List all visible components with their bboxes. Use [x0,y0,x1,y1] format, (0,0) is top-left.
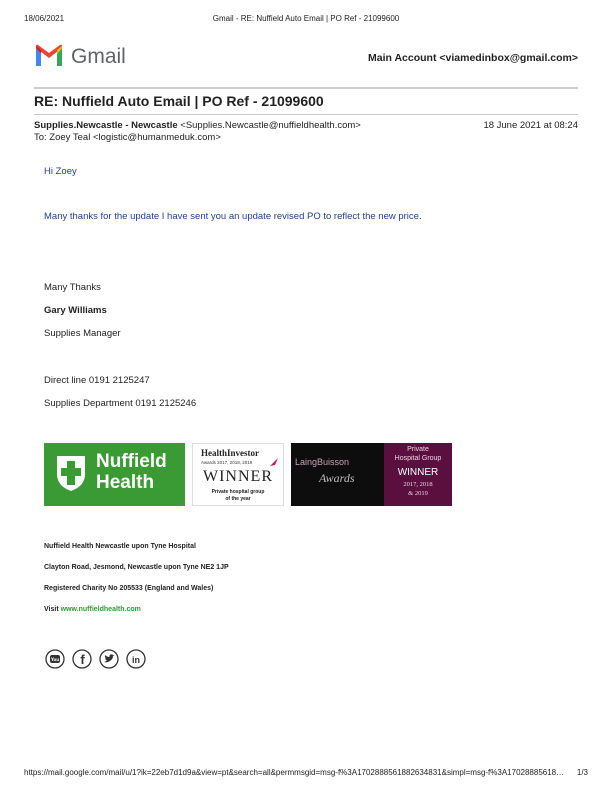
laingbuisson-award-banner [291,443,384,506]
signoff: Many Thanks [44,282,101,293]
nuffield-health-banner [44,443,185,506]
healthinvestor-caption1: Private hospital group [211,489,265,495]
signature-visit [44,606,141,613]
subject-divider [34,114,578,115]
youtube-label: You [50,657,60,662]
website-link[interactable]: www.nuffieldhealth.com [60,606,141,613]
signature-org: Nuffield Health Newcastle upon Tyne Hospital [44,543,196,550]
gmail-m-icon [34,44,64,68]
award-line2: Hospital Group [394,455,442,462]
recipient-line: To: Zoey Teal <logistic@humanmeduk.com> [34,132,221,143]
laingbuisson-brand: LaingBuisson [295,457,350,467]
greeting: Hi Zoey [44,166,77,177]
department-line: Supplies Department 0191 2125246 [44,398,197,409]
award-years1: 2017, 2018 [403,481,433,488]
linkedin-label: in [132,655,140,665]
account-label: Main Account <viamedinbox@gmail.com> [368,52,578,64]
healthinvestor-awards: Awards 2017, 2018, 2019 [201,460,253,465]
email-date: 18 June 2021 at 08:24 [483,120,578,131]
award-ribbon-icon [269,457,279,467]
healthinvestor-title: HealthInvestor [201,448,259,458]
print-url: https://mail.google.com/mail/u/1?ik=22eb7d1d9a&view=pt&search=all&permmsgid=msg-f%3A1702888561882634831&simpl=msg-f%3A17028885618… [24,768,565,777]
sender-signature-name: Gary Williams [44,305,107,316]
facebook-label: f [80,652,85,667]
sender-title: Supplies Manager [44,328,121,339]
print-date: 18/06/2021 [24,14,65,23]
visit-label: Visit [44,606,59,613]
award-winner: WINNER [397,467,439,478]
nuffield-wordmark-line1: Nuffield [96,451,167,472]
gmail-wordmark: Gmail [71,45,126,68]
linkedin-icon[interactable] [126,649,146,669]
page-number: 1/3 [576,768,588,777]
healthinvestor-award-banner [192,443,284,506]
shield-cross-icon [56,454,86,492]
healthinvestor-caption2: of the year [225,496,251,502]
laingbuisson-awards: Awards [319,471,355,485]
award-years2: & 2019 [408,490,428,497]
award-line1: Private [407,446,429,453]
direct-line: Direct line 0191 2125247 [44,375,150,386]
print-title: Gmail - RE: Nuffield Auto Email | PO Ref - 21099600 [212,14,400,23]
healthinvestor-winner: WINNER [203,468,273,485]
facebook-icon[interactable] [72,649,92,669]
header-divider [34,87,578,89]
sender-line [34,120,361,131]
message-text: Many thanks for the update I have sent you an update revised PO to reflect the new price. [44,211,422,222]
nuffield-wordmark-line2: Health [96,472,155,493]
sender-name: Supplies.Newcastle - Newcastle [34,120,178,131]
youtube-icon[interactable] [45,649,65,669]
signature-address: Clayton Road, Jesmond, Newcastle upon Tyne NE2 1JP [44,564,229,571]
signature-charity: Registered Charity No 205533 (England and Wales) [44,585,214,592]
twitter-icon[interactable] [99,649,119,669]
sender-address: <Supplies.Newcastle@nuffieldhealth.com> [180,120,361,131]
private-hospital-group-banner [384,443,452,506]
email-subject: RE: Nuffield Auto Email | PO Ref - 21099600 [34,93,324,109]
